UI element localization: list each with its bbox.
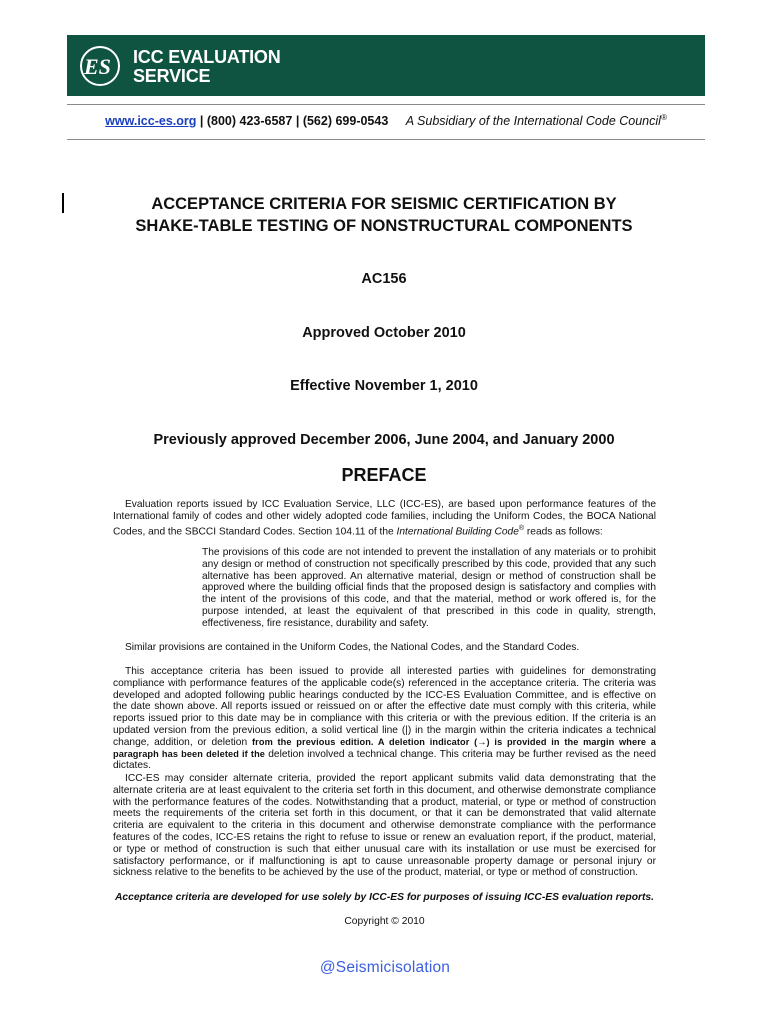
preface-paragraph-1: Evaluation reports issued by ICC Evaluation Service, LLC (ICC-ES), are based upon performance features of the International family of codes and other widely adopted code families, including the Uniform Codes, the BOCA National Codes, and the SBCCI Standard Codes. Section 104.11 of the International Building Code® reads as follows: bbox=[113, 499, 656, 537]
preface-heading: PREFACE bbox=[341, 465, 427, 485]
effective-date: Effective November 1, 2010 bbox=[290, 378, 478, 394]
previously-approved: Previously approved December 2006, June 2004, and January 2000 bbox=[153, 432, 615, 448]
preface-paragraph-3: This acceptance criteria has been issued to provide all interested parties with guidelines for demonstrating compliance with performance features of the applicable code(s) referenced in the acceptance criteria. The criteria was developed and adopted following public hearings conducted by the ICC-ES Evaluation Committee, and is effective on the date shown above. All reports issued or reissued on or after the effective date must comply with this criteria, while reports issued prior to this date may be in compliance with this criteria or with the previous edition. If the criteria is an updated version from the previous edition, a solid vertical line (|) in the margin within the criteria indicates a technical change, addition, or deletion from the previous edition. A deletion indicator (→) is provided in the margin where a paragraph has been deleted if the deletion involved a technical change. This criteria may be further revised as the need dictates. bbox=[113, 666, 656, 772]
code-quote: The provisions of this code are not intended to prevent the installation of any materials or to prohibit any design or method of construction not specifically prescribed by this code, provided that any such alternative has been approved. An alternative material, design or method of construction shall be approved where the building official finds that the proposed design is satisfactory and complies with the intent of the provisions of this code, and that the material, method or work offered is, for the purpose intended, at least the equivalent of that prescribed in this code in quality, strength, effectiveness, fire resistance, durability and safety. bbox=[202, 547, 656, 629]
acceptance-criteria-note: Acceptance criteria are developed for use solely by ICC-ES for purposes of issuing ICC-ES evaluation reports. bbox=[114, 892, 655, 903]
brand-name bbox=[133, 48, 281, 86]
contact-line bbox=[67, 113, 705, 128]
website-link[interactable]: www.icc-es.org bbox=[105, 114, 197, 129]
brand-line-1: ICC EVALUATION bbox=[133, 47, 281, 67]
tagline: A Subsidiary of the International Code Council® bbox=[405, 113, 667, 129]
watermark-handle: @Seismicisolation bbox=[319, 959, 451, 976]
approved-date: Approved October 2010 bbox=[302, 325, 466, 341]
header-rule-bottom bbox=[67, 139, 705, 140]
preface-paragraph-4: ICC-ES may consider alternate criteria, provided the report applicant submits valid data demonstrating that the alternate criteria are at least equivalent to the criteria set forth in this document, and otherwise demonstrate compliance with the performance features of the codes. Notwithstanding that a product, material, or type or method of construction meets the requirements of the criteria set forth in this document, or that it can be demonstrated that valid alternate criteria are equivalent to the criteria in this document and otherwise demonstrate compliance with the performance features of the codes, ICC-ES retains the right to refuse to issue or renew an evaluation report, if the product, material, or type or method of construction is such that either unusual care with its installation or use must be exercised for satisfactory performance, or if malfunctioning is apt to cause unreasonable property damage or personal injury or sickness relative to the benefits to be achieved by the use of the product, material, or type or method of construction. bbox=[113, 773, 656, 879]
title-line-2: SHAKE-TABLE TESTING OF NONSTRUCTURAL COMPONENTS bbox=[135, 217, 633, 235]
icc-es-logo-icon bbox=[77, 43, 123, 89]
svg-text:ES: ES bbox=[84, 54, 111, 79]
document-code: AC156 bbox=[361, 271, 407, 287]
brand-line-2: SERVICE bbox=[133, 66, 211, 86]
header-banner bbox=[67, 35, 705, 96]
document-title bbox=[80, 193, 688, 237]
contact-separator: | bbox=[199, 114, 204, 129]
contact-separator: | bbox=[295, 114, 300, 129]
header-rule-top bbox=[67, 104, 705, 105]
change-indicator-bar bbox=[62, 193, 64, 213]
title-line-1: ACCEPTANCE CRITERIA FOR SEISMIC CERTIFICATION BY bbox=[151, 195, 617, 213]
deletion-indicator-text: from the previous edition. A deletion indicator (→) is provided in the margin where a paragraph has been deleted if the bbox=[113, 736, 656, 759]
copyright: Copyright © 2010 bbox=[344, 916, 425, 927]
phone-2: (562) 699-0543 bbox=[302, 114, 389, 129]
preface-paragraph-2: Similar provisions are contained in the Uniform Codes, the National Codes, and the Standard Codes. bbox=[125, 642, 580, 653]
phone-1: (800) 423-6587 bbox=[206, 114, 293, 129]
